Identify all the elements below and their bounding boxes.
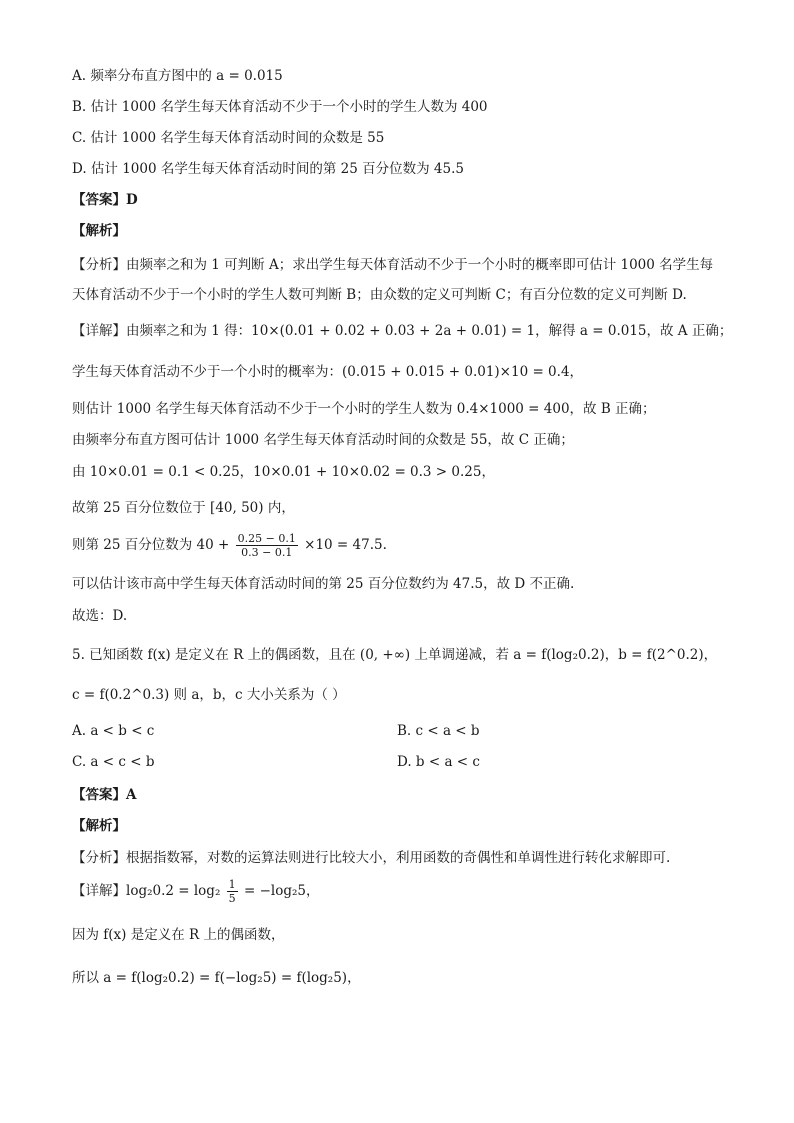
log-tail: = −log₂5， <box>243 883 320 899</box>
option-d: D. 估计 1000 名学生每天体育活动时间的第 25 百分位数为 45.5 <box>72 161 464 177</box>
percentile-text: 则第 25 百分位数为 40 + <box>72 537 230 553</box>
detail-line-8: 可以估计该市高中学生每天体育活动时间的第 25 百分位数约为 47.5，故 D 不正确. <box>72 576 575 592</box>
answer-label: 【答案】D <box>72 192 138 208</box>
option-a: A. 频率分布直方图中的 a = 0.015 <box>72 68 283 84</box>
fraction-one-fifth-numerator: 1 <box>228 878 236 891</box>
q5-option-c: C. a < c < b <box>72 754 155 770</box>
detail-line-6: 故第 25 百分位数位于 [40, 50) 内， <box>72 500 295 516</box>
q5-analysis-line: 【分析】根据指数幂，对数的运算法则进行比较大小，利用函数的奇偶性和单调性进行转化求解即可. <box>72 850 671 866</box>
fraction-one-fifth <box>227 878 238 905</box>
option-c: C. 估计 1000 名学生每天体育活动时间的众数是 55 <box>72 130 385 146</box>
q5-detail-line-2: 因为 f(x) 是定义在 R 上的偶函数， <box>72 927 285 943</box>
q5-answer-label: 【答案】A <box>72 787 137 803</box>
detail-line-4: 由频率分布直方图可估计 1000 名学生每天体育活动时间的众数是 55，故 C 正确； <box>72 432 574 448</box>
q5-analysis-label: 【解析】 <box>72 818 126 834</box>
detail-line-1: 【详解】由频率之和为 1 得：10×(0.01 + 0.02 + 0.03 + 2a + 0.01) = 1，解得 a = 0.015，故 A 正确； <box>72 323 733 339</box>
analysis-line-2: 天体育活动不少于一个小时的学生人数可判断 B；由众数的定义可判断 C；有百分位数的定义可判断 D. <box>72 287 687 303</box>
option-b: B. 估计 1000 名学生每天体育活动不少于一个小时的学生人数为 400 <box>72 99 488 115</box>
fraction <box>236 532 298 559</box>
q5-option-d: D. b < a < c <box>397 754 480 770</box>
q5-detail-line-3: 所以 a = f(log₂0.2) = f(−log₂5) = f(log₂5)， <box>72 970 361 986</box>
question-5-line-2: c = f(0.2^0.3) 则 a，b，c 大小关系为（ ） <box>72 687 346 703</box>
q5-option-a: A. a < b < c <box>72 723 155 739</box>
fraction-denominator: 0.3 − 0.1 <box>241 546 293 559</box>
log-text: 【详解】log₂0.2 = log₂ <box>72 883 221 899</box>
fraction-one-fifth-denominator: 5 <box>228 892 236 905</box>
q5-detail-line-1 <box>72 876 319 906</box>
question-5-line-1: 5. 已知函数 f(x) 是定义在 R 上的偶函数，且在 (0, +∞) 上单调递减，若 a = f(log₂0.2)，b = f(2^0.2)， <box>72 647 718 663</box>
analysis-line-1: 【分析】由频率之和为 1 可判断 A；求出学生每天体育活动不少于一个小时的概率即可估计 1000 名学生每 <box>72 257 714 273</box>
choose-line: 故选：D. <box>72 608 128 624</box>
detail-line-7 <box>72 530 387 560</box>
analysis-label: 【解析】 <box>72 223 126 239</box>
detail-line-3: 则估计 1000 名学生每天体育活动不少于一个小时的学生人数为 0.4×1000 = 400，故 B 正确； <box>72 401 656 417</box>
fraction-tail: ×10 = 47.5. <box>304 537 387 553</box>
detail-line-5: 由 10×0.01 = 0.1 < 0.25，10×0.01 + 10×0.02 = 0.3 > 0.25， <box>72 464 495 480</box>
detail-line-2: 学生每天体育活动不少于一个小时的概率为：(0.015 + 0.015 + 0.01)×10 = 0.4， <box>72 364 584 380</box>
fraction-numerator: 0.25 − 0.1 <box>237 532 296 545</box>
q5-option-b: B. c < a < b <box>397 723 480 739</box>
